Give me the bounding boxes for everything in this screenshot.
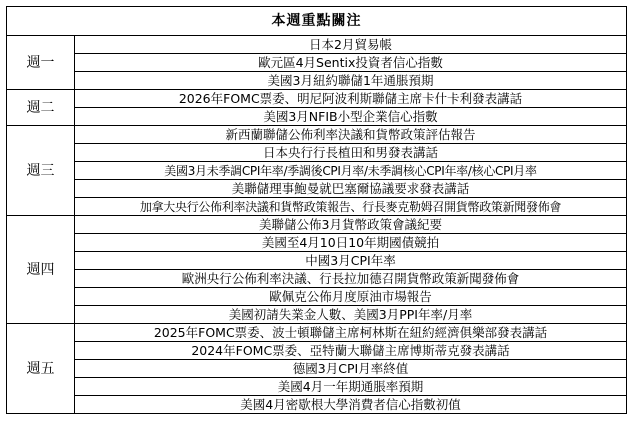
event-cell: 中國3月CPI年率 [75, 252, 627, 270]
table-row [7, 396, 627, 414]
event-cell: 日本央行行長植田和男發表講話 [75, 144, 627, 162]
event-cell: 德國3月CPI月率終值 [75, 360, 627, 378]
event-cell: 美國4月一年期通脹率預期 [75, 378, 627, 396]
table-row [7, 198, 627, 216]
day-label: 週五 [7, 324, 75, 414]
event-cell: 歐元區4月Sentix投資者信心指數 [75, 54, 627, 72]
table-row [7, 360, 627, 378]
table-row [7, 342, 627, 360]
day-label: 週一 [7, 36, 75, 90]
event-cell: 美國至4月10日10年期國債競拍 [75, 234, 627, 252]
table-row [7, 288, 627, 306]
table-row [7, 180, 627, 198]
event-cell: 美國3月未季調CPI年率/季調後CPI月率/未季調核心CPI年率/核心CPI月率 [75, 162, 627, 180]
table-row [7, 270, 627, 288]
table-row [7, 108, 627, 126]
event-cell: 美國初請失業金人數、美國3月PPI年率/月率 [75, 306, 627, 324]
event-cell: 2024年FOMC票委、亞特蘭大聯儲主席博斯蒂克發表講話 [75, 342, 627, 360]
event-cell: 美國3月紐約聯儲1年通脹預期 [75, 72, 627, 90]
weekly-focus-table [6, 6, 627, 414]
event-cell: 美國3月NFIB小型企業信心指數 [75, 108, 627, 126]
table-row [7, 54, 627, 72]
event-cell: 美聯儲理事鮑曼就巴塞爾協議要求發表講話 [75, 180, 627, 198]
table-row [7, 90, 627, 108]
table-row [7, 306, 627, 324]
table-row [7, 144, 627, 162]
event-cell: 美聯儲公佈3月貨幣政策會議紀要 [75, 216, 627, 234]
event-cell: 新西蘭聯儲公佈利率決議和貨幣政策評估報告 [75, 126, 627, 144]
event-cell: 2026年FOMC票委、明尼阿波利斯聯儲主席卡什卡利發表講話 [75, 90, 627, 108]
event-cell: 歐佩克公佈月度原油市場報告 [75, 288, 627, 306]
event-cell: 日本2月貿易帳 [75, 36, 627, 54]
table-row [7, 378, 627, 396]
event-cell: 美國4月密歇根大學消費者信心指數初值 [75, 396, 627, 414]
table-row [7, 126, 627, 144]
table-row [7, 252, 627, 270]
table-row [7, 162, 627, 180]
day-label: 週四 [7, 216, 75, 324]
event-cell: 加拿大央行公佈利率決議和貨幣政策報告、行長麥克勒姆召開貨幣政策新聞發佈會 [75, 198, 627, 216]
event-cell: 歐洲央行公佈利率決議、行長拉加德召開貨幣政策新聞發佈會 [75, 270, 627, 288]
table-row [7, 234, 627, 252]
event-cell: 2025年FOMC票委、波士頓聯儲主席柯林斯在紐約經濟俱樂部發表講話 [75, 324, 627, 342]
table-row [7, 36, 627, 54]
table-title: 本週重點關注 [7, 7, 627, 36]
table-row [7, 72, 627, 90]
day-label: 週二 [7, 90, 75, 126]
title-row [7, 7, 627, 36]
table-row [7, 216, 627, 234]
table-row [7, 324, 627, 342]
day-label: 週三 [7, 126, 75, 216]
